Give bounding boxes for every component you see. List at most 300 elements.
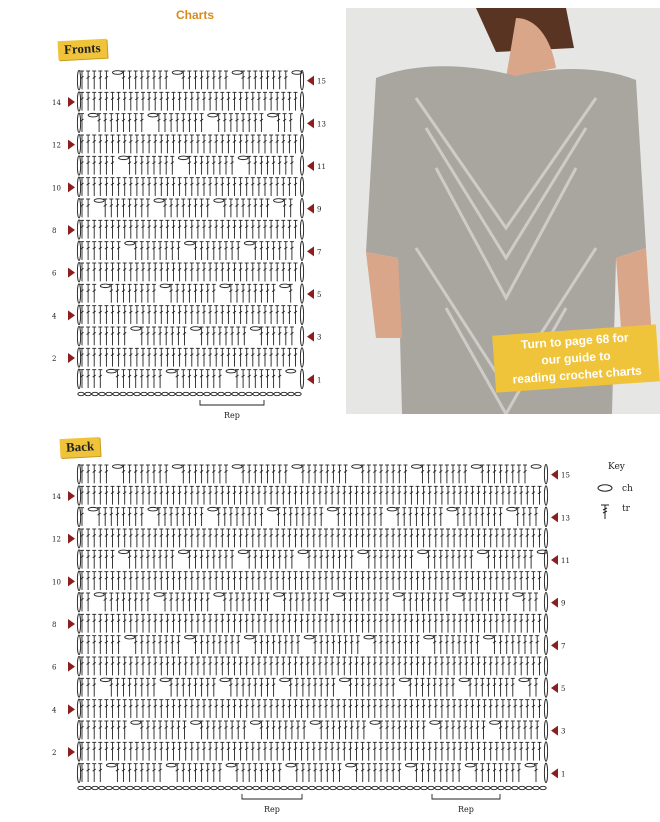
treble-symbol [281, 529, 285, 547]
treble-symbol [367, 742, 371, 760]
treble-symbol [158, 721, 162, 739]
chain-symbol [352, 465, 362, 469]
treble-symbol [206, 764, 210, 782]
treble-symbol [92, 657, 96, 675]
treble-symbol [153, 572, 157, 590]
treble-symbol [214, 572, 218, 590]
rep-bracket [432, 794, 500, 799]
treble-symbol [86, 700, 90, 718]
treble-symbol [391, 678, 395, 696]
treble-symbol [212, 465, 216, 483]
treble-symbol [338, 465, 342, 483]
treble-symbol [499, 465, 503, 483]
treble-symbol [187, 764, 191, 782]
treble-symbol [312, 742, 316, 760]
treble-symbol [172, 486, 176, 504]
treble-symbol [416, 700, 420, 718]
chain-symbol [386, 786, 392, 789]
treble-symbol [212, 721, 216, 739]
treble-symbol [513, 614, 517, 632]
treble-symbol [331, 465, 335, 483]
treble-symbol [531, 572, 535, 590]
turning-chain [77, 486, 80, 505]
treble-symbol [128, 465, 132, 483]
treble-symbol [379, 508, 383, 526]
treble-symbol [385, 465, 389, 483]
treble-symbol [111, 529, 115, 547]
treble-symbol [483, 614, 487, 632]
treble-symbol [458, 486, 462, 504]
treble-symbol [233, 614, 237, 632]
treble-symbol [224, 721, 228, 739]
treble-symbol [163, 508, 167, 526]
treble-symbol [306, 614, 310, 632]
row-number: 5 [317, 291, 322, 299]
treble-symbol [439, 550, 443, 568]
chain-symbol [526, 786, 532, 789]
treble-symbol [324, 657, 328, 675]
treble-symbol [525, 572, 529, 590]
treble-symbol [235, 593, 239, 611]
chain-symbol [337, 786, 343, 789]
treble-symbol [342, 508, 346, 526]
treble-symbol [178, 657, 182, 675]
chain-symbol [414, 786, 420, 789]
treble-symbol [391, 764, 395, 782]
chain-symbol [92, 786, 98, 789]
chain-symbol [400, 786, 406, 789]
treble-symbol [245, 657, 249, 675]
treble-symbol [206, 550, 210, 568]
treble-symbol [226, 614, 230, 632]
treble-symbol [300, 486, 304, 504]
treble-symbol [281, 657, 285, 675]
treble-symbol [300, 614, 304, 632]
treble-symbol [312, 486, 316, 504]
treble-symbol [495, 657, 499, 675]
treble-symbol [257, 529, 261, 547]
treble-symbol [301, 508, 305, 526]
treble-symbol [296, 636, 300, 654]
row-arrow-icon [551, 640, 558, 650]
chain-symbol [364, 635, 374, 639]
treble-symbol [266, 550, 270, 568]
row-number: 7 [561, 642, 566, 651]
treble-symbol [98, 572, 102, 590]
treble-symbol [233, 529, 237, 547]
chain-symbol [148, 786, 154, 789]
treble-symbol [241, 678, 245, 696]
treble-symbol [294, 614, 298, 632]
treble-symbol [214, 742, 218, 760]
treble-symbol [275, 700, 279, 718]
treble-symbol [287, 572, 291, 590]
chain-symbol [148, 507, 158, 511]
treble-symbol [373, 465, 377, 483]
treble-symbol [104, 700, 108, 718]
treble-symbol [92, 678, 96, 696]
treble-symbol [196, 700, 200, 718]
row-arrow-icon [551, 555, 558, 565]
turning-chain [77, 742, 80, 761]
treble-symbol [348, 614, 352, 632]
treble-symbol [434, 529, 438, 547]
treble-symbol [416, 486, 420, 504]
treble-symbol [259, 636, 263, 654]
treble-symbol [338, 550, 342, 568]
treble-symbol [300, 700, 304, 718]
treble-symbol [184, 700, 188, 718]
treble-symbol [409, 614, 413, 632]
treble-symbol [200, 764, 204, 782]
treble-symbol [115, 508, 119, 526]
chain-symbol [459, 678, 469, 682]
treble-symbol [416, 721, 420, 739]
treble-symbol [464, 614, 468, 632]
treble-symbol [212, 764, 216, 782]
treble-symbol [269, 657, 273, 675]
treble-symbol [458, 742, 462, 760]
treble-symbol [294, 572, 298, 590]
treble-symbol [224, 550, 228, 568]
treble-symbol [175, 593, 179, 611]
treble-symbol [480, 678, 484, 696]
treble-symbol [513, 572, 517, 590]
treble-symbol [385, 550, 389, 568]
treble-symbol [325, 678, 329, 696]
row-arrow-icon [68, 704, 75, 714]
treble-symbol [534, 508, 538, 526]
treble-symbol [403, 465, 407, 483]
treble-symbol [196, 572, 200, 590]
treble-symbol [86, 529, 90, 547]
treble-symbol [318, 486, 322, 504]
treble-symbol [361, 593, 365, 611]
treble-symbol [457, 721, 461, 739]
treble-symbol [152, 721, 156, 739]
treble-symbol [98, 742, 102, 760]
treble-symbol [445, 465, 449, 483]
treble-symbol [140, 636, 144, 654]
treble-symbol [266, 678, 270, 696]
treble-symbol [275, 572, 279, 590]
row-arrow-icon [68, 576, 75, 586]
chain-symbol [225, 786, 231, 789]
row-arrow-icon [551, 768, 558, 778]
treble-symbol [434, 700, 438, 718]
treble-symbol [184, 614, 188, 632]
chain-symbol [491, 786, 497, 789]
treble-symbol [483, 700, 487, 718]
treble-symbol [477, 700, 481, 718]
treble-symbol [257, 486, 261, 504]
treble-symbol [482, 721, 486, 739]
treble-symbol [355, 593, 359, 611]
treble-symbol [178, 614, 182, 632]
treble-symbol [427, 593, 431, 611]
chain-symbol [160, 678, 170, 682]
treble-symbol [140, 764, 144, 782]
treble-symbol [470, 614, 474, 632]
treble-symbol [344, 636, 348, 654]
treble-symbol [128, 508, 132, 526]
treble-symbol [495, 572, 499, 590]
treble-symbol [202, 700, 206, 718]
treble-symbol [86, 721, 90, 739]
treble-symbol [134, 550, 138, 568]
chain-symbol [484, 786, 490, 789]
treble-symbol [269, 742, 273, 760]
turning-chain [77, 592, 80, 611]
treble-symbol [427, 465, 431, 483]
treble-symbol [451, 721, 455, 739]
treble-symbol [519, 657, 523, 675]
chain-symbol [471, 465, 481, 469]
treble-symbol [164, 721, 168, 739]
treble-symbol [452, 657, 456, 675]
treble-symbol [103, 508, 107, 526]
treble-symbol [379, 550, 383, 568]
treble-symbol [483, 742, 487, 760]
turning-chain [544, 699, 547, 718]
treble-symbol [480, 764, 484, 782]
treble-symbol [403, 614, 407, 632]
treble-symbol [470, 529, 474, 547]
treble-symbol [408, 593, 412, 611]
treble-symbol [361, 508, 365, 526]
treble-symbol [403, 721, 407, 739]
treble-symbol [194, 465, 198, 483]
treble-symbol [324, 742, 328, 760]
turning-chain [544, 635, 547, 654]
turning-chain [544, 678, 547, 697]
treble-symbol [379, 572, 383, 590]
treble-symbol [462, 508, 466, 526]
chain-symbol [435, 786, 441, 789]
treble-symbol [403, 529, 407, 547]
treble-symbol [117, 614, 121, 632]
treble-symbol [129, 742, 133, 760]
treble-symbol [331, 721, 335, 739]
treble-symbol [318, 742, 322, 760]
treble-symbol [86, 657, 90, 675]
chain-symbol [533, 786, 539, 789]
treble-symbol [348, 657, 352, 675]
callout-line: Turn to page 68 for [520, 330, 630, 352]
treble-symbol [428, 742, 432, 760]
treble-symbol [287, 486, 291, 504]
treble-symbol [319, 508, 323, 526]
treble-symbol [196, 614, 200, 632]
chart-row [77, 635, 547, 654]
treble-symbol [501, 486, 505, 504]
treble-symbol [200, 678, 204, 696]
treble-symbol [480, 593, 484, 611]
treble-symbol [214, 529, 218, 547]
treble-symbol [202, 572, 206, 590]
treble-symbol [194, 593, 198, 611]
chain-symbol [185, 635, 195, 639]
treble-symbol [477, 614, 481, 632]
treble-symbol [525, 700, 529, 718]
chain-symbol [370, 721, 380, 725]
chain-symbol [323, 786, 329, 789]
treble-symbol [397, 657, 401, 675]
treble-symbol [181, 764, 185, 782]
treble-symbol [486, 508, 490, 526]
treble-symbol [493, 678, 497, 696]
treble-symbol [486, 465, 490, 483]
treble-symbol [434, 742, 438, 760]
row-arrow-icon [68, 619, 75, 629]
chain-symbol [214, 593, 224, 597]
treble-symbol [86, 614, 90, 632]
treble-symbol [348, 486, 352, 504]
treble-symbol [123, 700, 127, 718]
treble-symbol [208, 529, 212, 547]
treble-symbol [367, 465, 371, 483]
chart-row [77, 571, 547, 590]
treble-symbol [257, 572, 261, 590]
treble-symbol [325, 764, 329, 782]
treble-symbol [128, 678, 132, 696]
treble-symbol [239, 486, 243, 504]
treble-symbol [505, 465, 509, 483]
treble-symbol [391, 486, 395, 504]
treble-symbol [147, 657, 151, 675]
chain-symbol [477, 786, 483, 789]
treble-symbol [531, 700, 535, 718]
treble-symbol [117, 529, 121, 547]
treble-symbol [342, 614, 346, 632]
treble-symbol [123, 657, 127, 675]
treble-symbol [134, 678, 138, 696]
treble-symbol [440, 742, 444, 760]
treble-symbol [241, 764, 245, 782]
treble-symbol [446, 614, 450, 632]
treble-symbol [385, 742, 389, 760]
chain-symbol [134, 786, 140, 789]
treble-symbol [451, 465, 455, 483]
treble-symbol [433, 508, 437, 526]
treble-symbol [440, 529, 444, 547]
treble-symbol [403, 742, 407, 760]
treble-symbol [129, 572, 133, 590]
treble-symbol [385, 721, 389, 739]
treble-symbol [263, 657, 267, 675]
treble-symbol [525, 529, 529, 547]
turning-chain [77, 635, 80, 654]
treble-symbol [208, 657, 212, 675]
treble-symbol [266, 593, 270, 611]
treble-symbol [184, 742, 188, 760]
treble-symbol [505, 678, 509, 696]
chart-row [77, 507, 547, 526]
treble-symbol [159, 614, 163, 632]
treble-symbol [111, 572, 115, 590]
treble-symbol [325, 550, 329, 568]
treble-symbol [342, 657, 346, 675]
treble-symbol [489, 614, 493, 632]
treble-symbol [220, 572, 224, 590]
treble-symbol [200, 636, 204, 654]
treble-symbol [361, 700, 365, 718]
treble-symbol [422, 657, 426, 675]
treble-symbol [428, 529, 432, 547]
treble-symbol [336, 657, 340, 675]
treble-symbol [152, 465, 156, 483]
treble-symbol [457, 764, 461, 782]
treble-symbol [98, 636, 102, 654]
chain-symbol [519, 678, 529, 682]
treble-symbol [251, 742, 255, 760]
treble-symbol [367, 529, 371, 547]
treble-symbol [416, 529, 420, 547]
treble-symbol [525, 742, 529, 760]
treble-symbol [165, 742, 169, 760]
treble-symbol [379, 614, 383, 632]
treble-symbol [474, 593, 478, 611]
treble-symbol [330, 614, 334, 632]
row-number: 4 [52, 312, 57, 321]
chain-symbol [453, 593, 463, 597]
chain-symbol [327, 507, 337, 511]
treble-symbol [391, 742, 395, 760]
treble-symbol [289, 508, 293, 526]
treble-symbol [152, 636, 156, 654]
treble-symbol [489, 529, 493, 547]
treble-symbol [129, 700, 133, 718]
treble-symbol [239, 572, 243, 590]
treble-symbol [523, 721, 527, 739]
treble-symbol [147, 614, 151, 632]
treble-symbol [165, 700, 169, 718]
treble-symbol [146, 550, 150, 568]
chain-symbol [100, 678, 110, 682]
treble-symbol [117, 636, 121, 654]
treble-symbol [208, 486, 212, 504]
treble-symbol [141, 486, 145, 504]
treble-symbol [507, 572, 511, 590]
treble-symbol [159, 529, 163, 547]
chain-symbol [268, 507, 278, 511]
chain-symbol [519, 786, 525, 789]
row-arrow-icon [551, 598, 558, 608]
treble-symbol [263, 572, 267, 590]
treble-symbol [445, 593, 449, 611]
treble-symbol [505, 764, 509, 782]
treble-symbol [318, 657, 322, 675]
treble-symbol [434, 572, 438, 590]
treble-symbol [135, 529, 139, 547]
treble-symbol [178, 572, 182, 590]
treble-symbol [257, 657, 261, 675]
treble-symbol [403, 486, 407, 504]
treble-symbol [403, 700, 407, 718]
chain-symbol [456, 786, 462, 789]
treble-symbol [513, 486, 517, 504]
treble-symbol [469, 721, 473, 739]
treble-symbol [373, 550, 377, 568]
chain-symbol [393, 786, 399, 789]
treble-symbol [158, 636, 162, 654]
turning-chain [77, 656, 80, 675]
treble-symbol [306, 529, 310, 547]
chain-symbol [477, 550, 487, 554]
treble-symbol [284, 550, 288, 568]
treble-symbol [416, 614, 420, 632]
chain-symbol [250, 721, 260, 725]
